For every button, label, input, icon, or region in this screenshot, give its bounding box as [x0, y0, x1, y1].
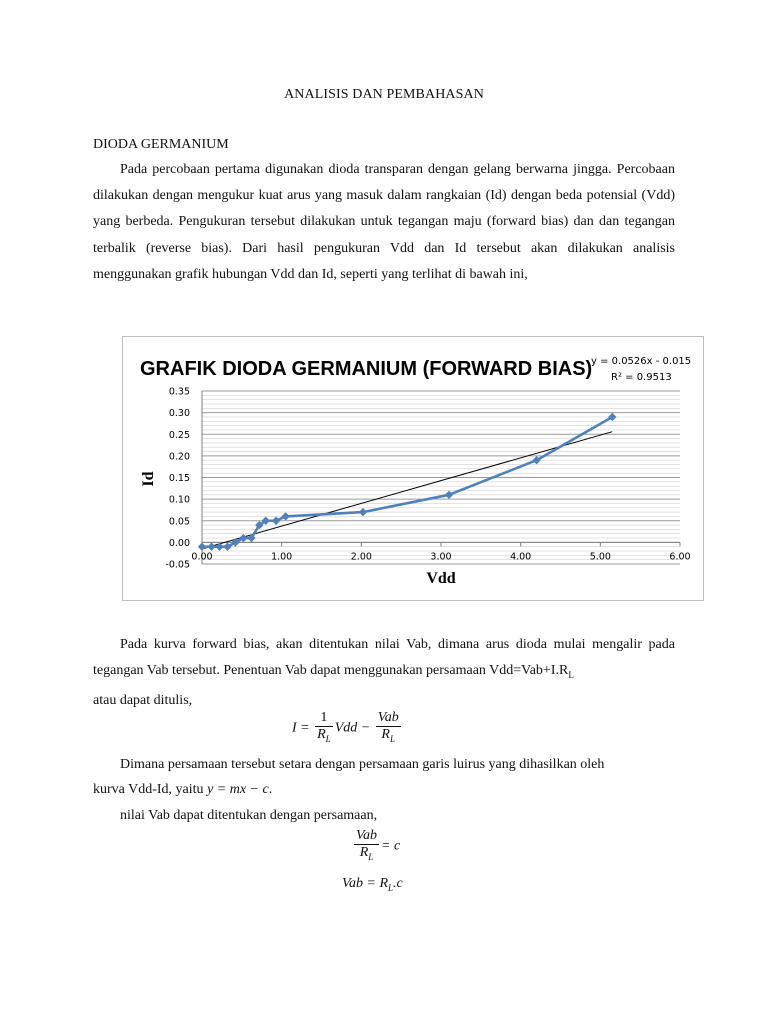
eq3-lhs: Vab =	[342, 876, 380, 891]
x-tick-label: 0.00	[191, 551, 213, 563]
y-tick-label: 0.35	[168, 386, 190, 398]
eq1-mid: Vdd −	[334, 720, 371, 736]
paragraph-intro-text: Pada percobaan pertama digunakan dioda transparan dengan gelang berwarna jingga. Percobaan dilakukan dengan mengukur kuat arus yang masuk dalam rangkaian (Id) dengan beda potensial (Vdd) yang berbeda. Pengukuran tersebut dilakukan untuk tegangan maju (forward bias) dan dan tegangan terbalik (reverse bias). Dari hasil pengukuran Vdd dan Id tersebut akan dilakukan analisis menggunakan grafik hubungan Vdd dan Id, seperti yang terlihat di bawah ini,	[93, 162, 675, 282]
eq2-num: Vab	[356, 828, 377, 843]
paragraph-vab-subscript: L	[568, 670, 574, 680]
forward-bias-chart	[123, 337, 705, 602]
paragraph-intro	[93, 157, 675, 288]
y-tick-label: 0.30	[168, 408, 190, 420]
paragraph-vab-text: Pada kurva forward bias, akan ditentukan nilai Vab, dimana arus dioda mulai mengalir pada tegangan Vab tersebut. Penentuan Vab dapat menggunakan persamaan Vdd=Vab+I.R	[93, 637, 675, 679]
paragraph-equivalence-2	[93, 777, 675, 803]
y-tick-label: 0.25	[168, 429, 190, 441]
y-axis-label: Id	[140, 471, 157, 487]
trendline-equation: y = 0.0526x - 0.015	[591, 356, 692, 367]
equation-current	[292, 710, 403, 747]
eq2-den: R	[359, 845, 369, 860]
eq1-den2: R	[381, 727, 390, 742]
equation-vab-ratio	[352, 828, 400, 865]
y-tick-label: 0.15	[168, 473, 190, 484]
eq3-rhs: .c	[393, 876, 403, 891]
line-equation: y = mx − c	[207, 782, 269, 797]
data-point-marker	[207, 543, 215, 551]
paragraph-equivalence-text: kurva Vdd-Id, yaitu	[93, 782, 208, 797]
eq1-den1: R	[317, 727, 326, 742]
eq1-fraction-1	[315, 710, 333, 747]
eq2-rhs: = c	[381, 838, 401, 854]
equation-vab-result	[342, 876, 403, 893]
paragraph-equivalence-end: .	[268, 782, 273, 797]
trendline-r-squared: R² = 0.9513	[611, 372, 672, 383]
x-tick-label: 6.00	[669, 551, 691, 563]
eq1-num2: Vab	[377, 710, 399, 725]
eq1-lhs: I =	[292, 720, 310, 736]
x-axis-label: Vdd	[426, 570, 456, 587]
x-tick-label: 4.00	[510, 551, 532, 563]
chart-container	[122, 336, 704, 601]
section-heading: DIODA GERMANIUM	[93, 137, 229, 152]
chart-title: GRAFIK DIODA GERMANIUM (FORWARD BIAS)	[140, 358, 593, 380]
x-tick-label: 1.00	[271, 551, 293, 563]
eq3-r: R	[379, 876, 389, 891]
x-tick-label: 2.00	[350, 551, 372, 563]
y-tick-label: 0.00	[168, 537, 190, 549]
eq3-r-sub: L	[388, 882, 394, 893]
paragraph-vab	[93, 632, 675, 714]
data-point-marker	[198, 543, 206, 551]
paragraph-vab-method: nilai Vab dapat ditentukan dengan persamaan,	[120, 808, 378, 823]
eq2-fraction	[354, 828, 379, 865]
y-tick-label: 0.05	[168, 516, 190, 528]
data-point-marker	[445, 491, 453, 499]
y-tick-label: -0.05	[165, 559, 190, 571]
x-tick-label: 3.00	[430, 551, 452, 563]
y-tick-label: 0.10	[168, 494, 190, 506]
eq1-den2-sub: L	[389, 733, 395, 744]
paragraph-vab-end: atau dapat ditulis,	[93, 693, 193, 709]
data-point-marker	[281, 512, 289, 520]
eq1-den1-sub: L	[325, 733, 331, 744]
eq1-num1: 1	[315, 710, 333, 727]
eq1-fraction-2	[376, 710, 401, 747]
data-point-marker	[272, 517, 280, 525]
y-tick-label: 0.20	[168, 451, 190, 463]
eq2-den-sub: L	[368, 851, 374, 862]
paragraph-equivalence-1: Dimana persamaan tersebut setara dengan persamaan garis luirus yang dihasilkan oleh	[120, 757, 605, 772]
data-point-marker	[359, 508, 367, 516]
x-tick-label: 5.00	[589, 551, 611, 563]
data-point-marker	[215, 543, 223, 551]
page-title: ANALISIS DAN PEMBAHASAN	[284, 87, 484, 102]
